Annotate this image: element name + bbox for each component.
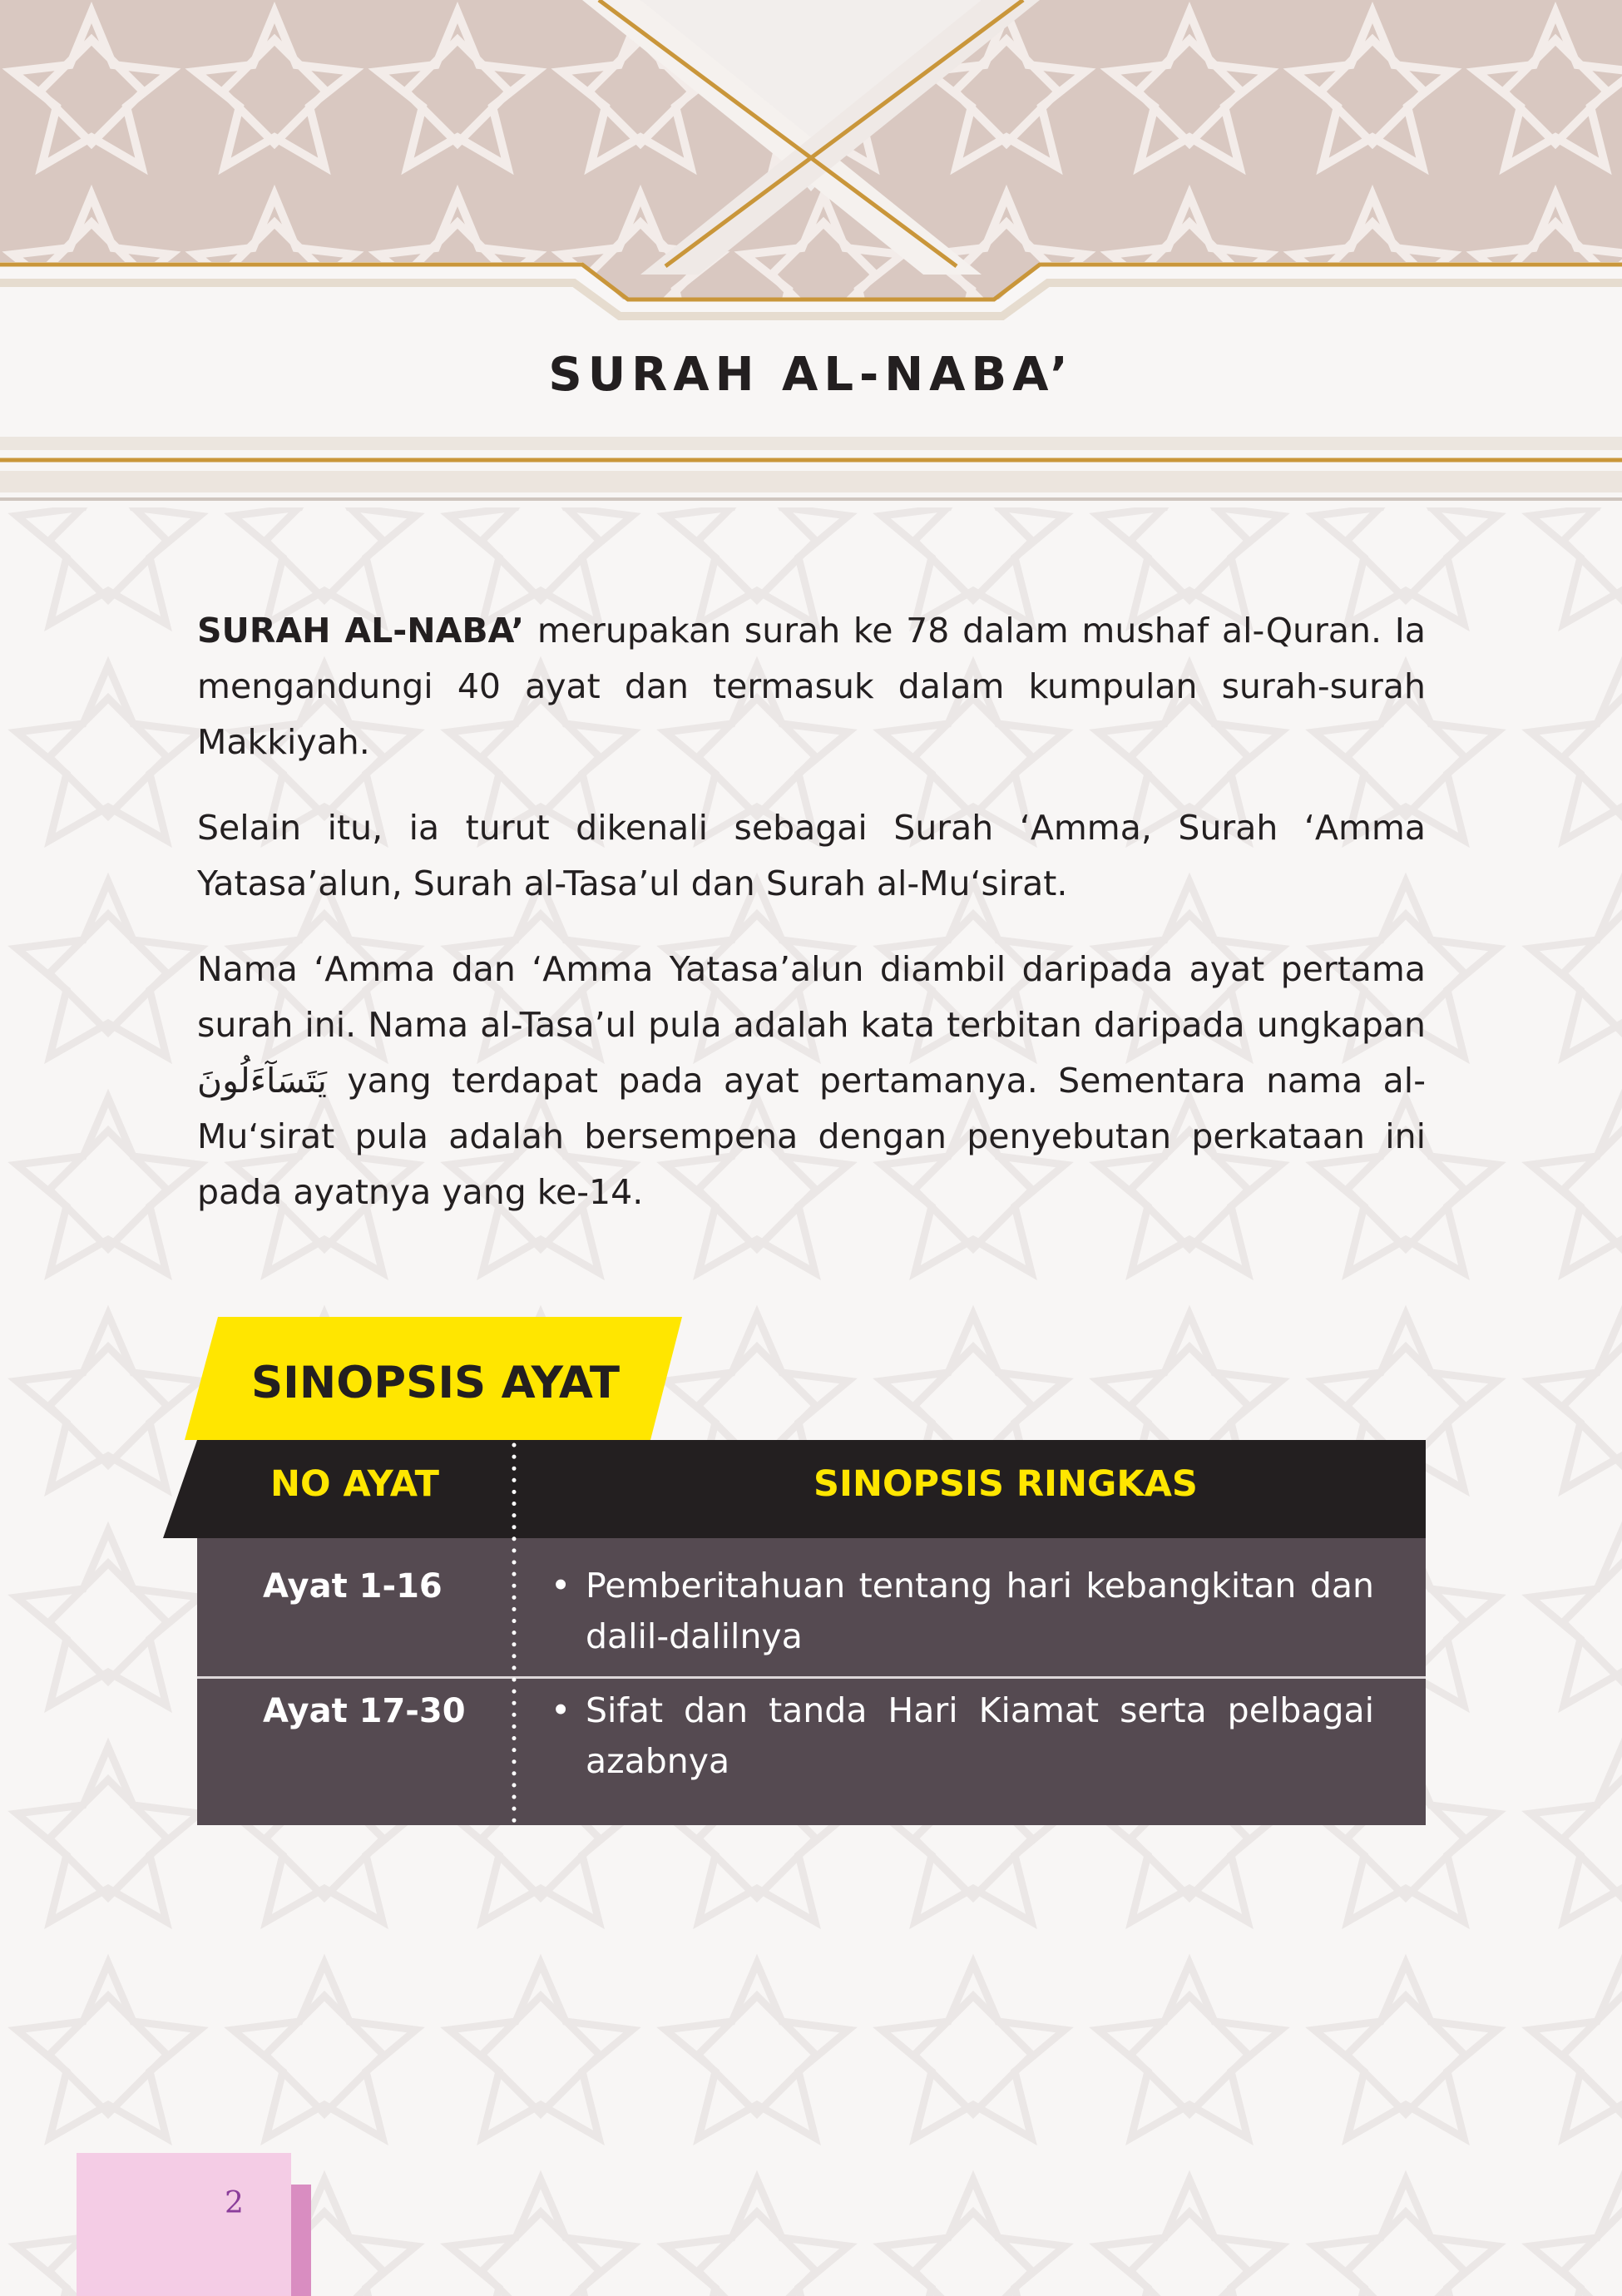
intro-paragraph-1-text: merupakan surah ke 78 dalam mushaf al-Quran. Ia mengandungi 40 ayat dan termasuk dalam kumpulan surah-surah Makkiyah. [197,611,1426,762]
header-ornament [0,0,1622,516]
row-2-summary-text: Sifat dan tanda Hari Kiamat serta pelbagai azabnya [586,1690,1374,1781]
intro-paragraph-2: Selain itu, ia turut dikenali sebagai Surah ‘Amma, Surah ‘Amma Yatasa’alun, Surah al-Tasa’ul dan Surah al-Mu‘sirat. [197,808,1426,903]
row-divider [197,1676,1426,1679]
bullet-icon: • [551,1690,571,1730]
page-number-block [77,2153,291,2296]
page-title: SURAH AL-NABA’ [548,348,1074,402]
intro-paragraph-3-end: yang terdapat pada ayat pertamanya. Sementara nama al-Mu‘sirat pula adalah bersempena dengan penyebutan perkataan ini pada ayatnya yang ke-14. [197,1061,1426,1212]
page-number: 2 [225,2186,244,2220]
column-header-no-ayat: NO AYAT [270,1463,439,1505]
intro-paragraph-1 [197,603,1426,770]
row-1-summary-text: Pemberitahuan tentang hari kebangkitan dan dalil-dalilnya [586,1566,1374,1656]
arabic-phrase: يَتَسَآءَلُونَ [197,1061,327,1101]
intro-paragraph-3 [197,942,1426,1220]
intro-text [197,603,1426,1250]
row-2-summary [551,1685,1374,1787]
row-1-summary [551,1561,1374,1662]
surah-name-bold: SURAH AL-NABA’ [197,611,525,651]
row-1-ayat: Ayat 1-16 [263,1567,443,1606]
intro-paragraph-3-start: Nama ‘Amma dan ‘Amma Yatasa’alun diambil daripada ayat pertama surah ini. Nama al-Tasa’ul pula adalah kata terbitan daripada ungkapan [197,949,1426,1045]
synopsis-heading: SINOPSIS AYAT [251,1358,620,1408]
column-header-sinopsis: SINOPSIS RINGKAS [813,1463,1198,1505]
column-dotted-divider [512,1440,517,1825]
page-number-bar [291,2185,311,2296]
row-2-ayat: Ayat 17-30 [263,1692,466,1730]
bullet-icon: • [551,1566,571,1606]
